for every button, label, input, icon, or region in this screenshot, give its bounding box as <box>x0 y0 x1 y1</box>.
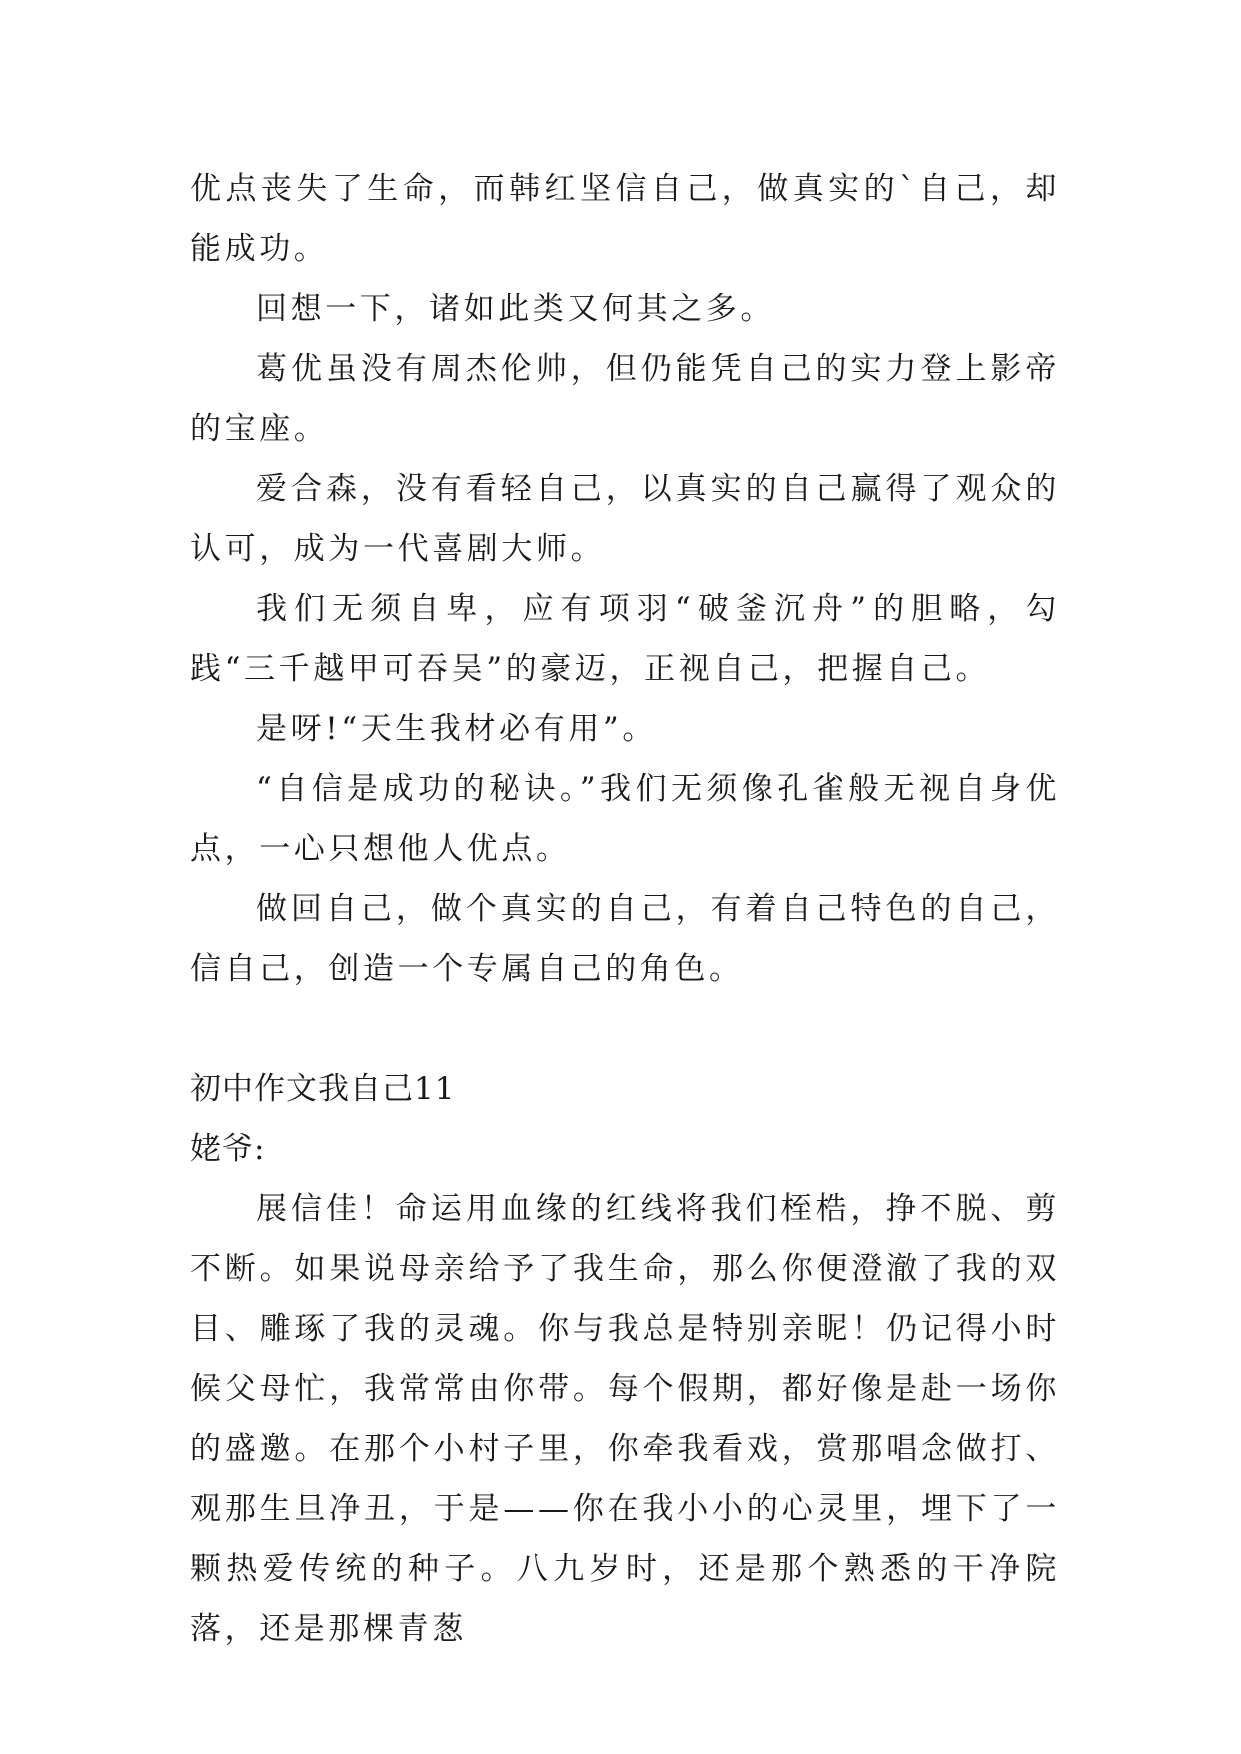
letter-salutation: 姥爷: <box>190 1131 266 1167</box>
paragraph: 是呀!“天生我材必有用”。 <box>256 711 657 747</box>
paragraph: 回想一下，诸如此类又何其之多。 <box>256 291 775 327</box>
paragraph: 爱合森，没有看轻自己，以真实的自己赢得了观众的认可，成为一代喜剧大师。 <box>190 471 1060 567</box>
paragraph: 做回自己，做个真实的自己，有着自己特色的自己，信自己，创造一个专属自己的角色。 <box>190 891 1060 987</box>
essay-title: 初中作文我自己11 <box>190 1071 456 1107</box>
paragraph: “自信是成功的秘诀。”我们无须像孔雀般无视自身优点，一心只想他人优点。 <box>190 771 1060 867</box>
paragraph: 展信佳！命运用血缘的红线将我们桎梏，挣不脱、剪不断。如果说母亲给予了我生命，那么你便澄澈了我的双目、雕琢了我的灵魂。你与我总是特别亲昵！仍记得小时候父母忙，我常常由你带。每个假期，都好像是赴一场你的盛邀。在那个小村子里，你牵我看戏，赏那唱念做打、观那生旦净丑，于是——你在我小小的心灵里，埋下了一颗热爱传统的种子。八九岁时，还是那个熟悉的干净院落，还是那棵青葱 <box>190 1191 1060 1647</box>
document-body <box>190 159 1060 1659</box>
section-spacer <box>190 999 1060 1059</box>
paragraph: 葛优虽没有周杰伦帅，但仍能凭自己的实力登上影帝的宝座。 <box>190 351 1060 447</box>
paragraph: 我们无须自卑，应有项羽“破釜沉舟”的胆略，勾践“三千越甲可吞吴”的豪迈，正视自己，把握自己。 <box>190 591 1060 687</box>
paragraph: 优点丧失了生命，而韩红坚信自己，做真实的`自己，却能成功。 <box>190 171 1060 267</box>
